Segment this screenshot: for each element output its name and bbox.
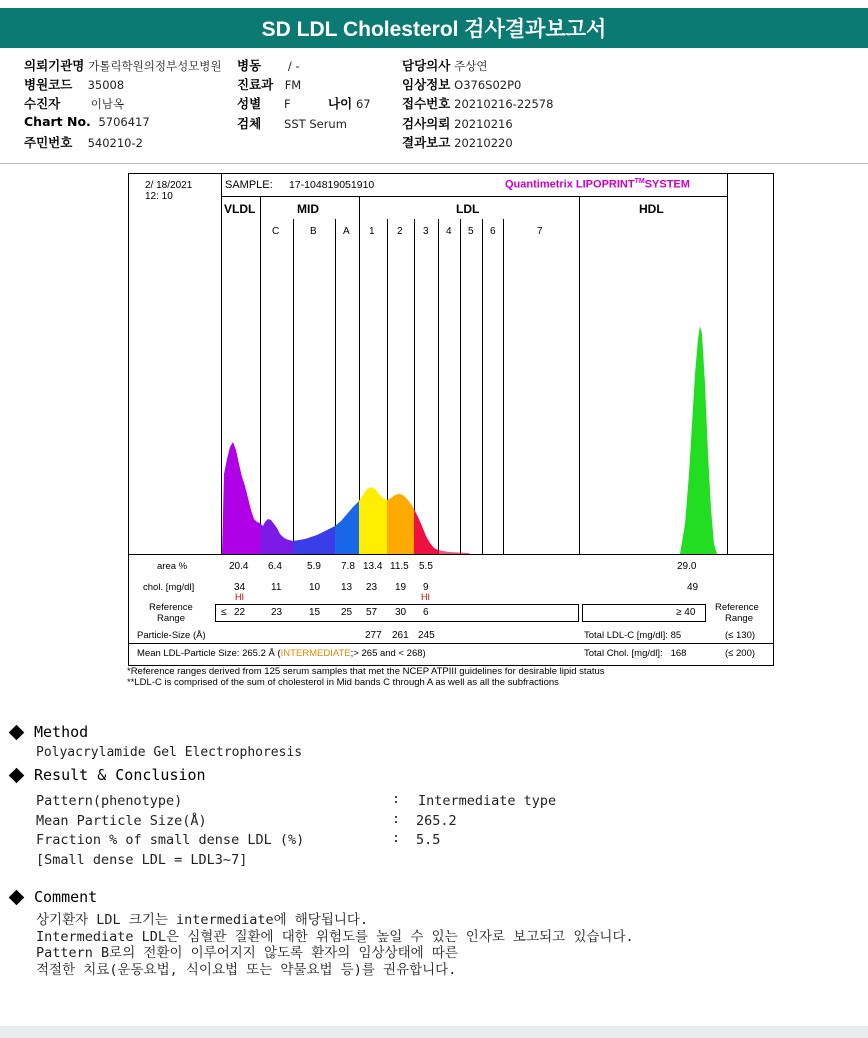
result-heading: Result & Conclusion	[11, 766, 206, 784]
ref-right-1: Reference	[715, 602, 759, 613]
mean-divider	[129, 643, 773, 644]
area-ldl3: 5.5	[419, 561, 433, 572]
ref-right-2: Range	[725, 613, 753, 624]
info-receipt-no: 접수번호 20210216-22578	[402, 96, 554, 111]
hi-flag-ldl3: HI	[421, 592, 430, 602]
info-department: 진료과 FM	[237, 77, 302, 92]
footnote-1: *Reference ranges derived from 125 serum samples that met the NCEP ATPIII guidelines for desirable lipid status	[127, 666, 605, 677]
chol-ldl3: 9	[423, 582, 429, 593]
ref-ldl2: 30	[395, 607, 407, 618]
ref-b: 15	[309, 607, 321, 618]
system-name: Quantimetrix LIPOPRINT™SYSTEM	[505, 178, 690, 191]
chol-vldl: 34	[234, 582, 246, 593]
result-fraction-colon: :	[392, 830, 401, 846]
area-b: 5.9	[307, 561, 321, 572]
result-size-value: 265.2	[416, 813, 457, 829]
result-fraction-label: Fraction % of small dense LDL (%)	[36, 832, 305, 848]
comment-line-4: 적절한 치료(운동요법, 식이요법 또는 약물요법 등)를 권유합니다.	[36, 962, 457, 978]
panel-time: 12: 10	[145, 191, 173, 202]
header-divider	[0, 163, 868, 164]
result-size-label: Mean Particle Size(Å)	[36, 813, 207, 829]
ref-hdl: ≥ 40	[676, 607, 696, 618]
chol-ldl1: 23	[366, 582, 378, 593]
area-vldl: 20.4	[229, 561, 249, 572]
ref-ldl3: 6	[423, 607, 429, 618]
psize-ldl3: 245	[418, 630, 435, 641]
info-specimen: 검체 SST Serum	[237, 116, 347, 131]
hi-flag-vldl: HI	[235, 592, 244, 602]
result-size-colon: :	[392, 811, 401, 827]
ref-label-2: Range	[157, 613, 185, 624]
band-label-6: 6	[490, 226, 496, 237]
band-label-c: C	[272, 226, 280, 237]
ref-ldl1: 57	[366, 607, 378, 618]
group-ldl: LDL	[456, 202, 480, 216]
sample-label: SAMPLE:	[225, 179, 273, 191]
psize-ldl1: 277	[365, 630, 382, 641]
band-label-5: 5	[468, 226, 474, 237]
chol-label: chol. [mg/dl]	[143, 582, 195, 593]
bullet-diamond-icon	[9, 768, 25, 784]
band-label-3: 3	[423, 226, 429, 237]
area-label: area %	[157, 561, 188, 572]
lipoprint-curve	[129, 174, 773, 555]
group-hdl: HDL	[639, 202, 664, 216]
psize-label: Particle-Size (Å)	[137, 630, 206, 641]
ref-label-1: Reference	[149, 602, 193, 613]
info-patient: 수진자 이남옥	[24, 96, 125, 111]
result-pattern-colon: :	[392, 791, 401, 807]
ldl3-peak	[414, 509, 438, 554]
mean-ldl-size: Mean LDL-Particle Size: 265.2 Å (INTERMEDIATE;> 265 and < 268)	[137, 648, 426, 659]
comment-heading: Comment	[11, 888, 97, 906]
band-label-a: A	[343, 226, 350, 237]
vldl-peak	[222, 442, 260, 554]
method-heading: Method	[11, 723, 88, 741]
info-institution: 의뢰기관명 가톨릭학원의정부성모병원	[24, 58, 222, 73]
info-chart-no: Chart No. 5706417	[24, 114, 150, 129]
ldl2-peak	[387, 494, 414, 554]
area-ldl2: 11.5	[390, 561, 409, 572]
result-pattern-label: Pattern(phenotype)	[36, 793, 183, 809]
lipoprint-panel	[128, 173, 774, 666]
table-divider	[129, 554, 773, 555]
mid-c-peak	[260, 519, 293, 554]
info-request-date: 검사의뢰 20210216	[402, 116, 513, 131]
comment-line-2: Intermediate LDL은 심혈관 질환에 대한 위험도를 높일 수 있는 인자로 보고되고 있습니다.	[36, 929, 634, 945]
ref-c: 23	[271, 607, 283, 618]
area-a: 7.8	[341, 561, 355, 572]
info-sex: 성별 F	[237, 96, 291, 111]
panel-date: 2/ 18/2021	[145, 180, 193, 191]
info-age: 나이 67	[328, 96, 371, 111]
band-label-2: 2	[397, 226, 403, 237]
info-ward: 병동 / -	[237, 58, 300, 73]
info-hospital-code: 병원코드 35008	[24, 77, 125, 92]
chol-c: 11	[271, 582, 282, 593]
info-doctor: 담당의사 주상연	[402, 58, 488, 73]
bottom-bar	[0, 1026, 868, 1038]
hdl-peak	[680, 326, 717, 554]
band-label-4: 4	[446, 226, 452, 237]
sample-id: 17-104819051910	[289, 179, 375, 191]
chol-ldl2: 19	[395, 582, 407, 593]
mid-b-peak	[293, 526, 335, 554]
area-hdl: 29.0	[677, 561, 697, 572]
total-chol-range: (≤ 200)	[725, 648, 756, 659]
ref-a: 25	[341, 607, 353, 618]
comment-line-3: Pattern B로의 전환이 이루어지지 않도록 환자의 임상상태에 따른	[36, 945, 458, 961]
bullet-diamond-icon	[9, 725, 25, 741]
bullet-diamond-icon	[9, 890, 25, 906]
band-label-1: 1	[369, 226, 375, 237]
chol-b: 10	[309, 582, 321, 593]
band-label-7: 7	[537, 226, 543, 237]
info-clinical: 임상정보 O376S02P0	[402, 77, 522, 92]
method-text: Polyacrylamide Gel Electrophoresis	[36, 745, 303, 760]
result-note: [Small dense LDL = LDL3~7]	[36, 852, 248, 868]
chol-hdl: 49	[687, 582, 699, 593]
info-report-date: 결과보고 20210220	[402, 135, 513, 150]
mid-a-peak	[335, 501, 359, 554]
band-label-b: B	[310, 226, 317, 237]
result-fraction-value: 5.5	[416, 832, 441, 848]
area-c: 6.4	[268, 561, 282, 572]
total-chol: Total Chol. [mg/dl]: 168	[584, 648, 687, 659]
footnote-2: **LDL-C is comprised of the sum of cholesterol in Mid bands C through A as well as all the subfractions	[127, 677, 559, 688]
comment-line-1: 상기환자 LDL 크기는 intermediate에 해당됩니다.	[36, 912, 369, 928]
group-mid: MID	[297, 202, 319, 216]
total-ldlc-range: (≤ 130)	[725, 630, 756, 641]
ref-vldl: 22	[234, 607, 246, 618]
group-vldl: VLDL	[224, 202, 256, 216]
chol-a: 13	[341, 582, 353, 593]
result-pattern-value: Intermediate type	[418, 793, 557, 809]
area-ldl1: 13.4	[363, 561, 383, 572]
ldl1-peak	[359, 487, 387, 554]
ref-le: ≤	[221, 607, 227, 618]
total-ldlc: Total LDL-C [mg/dl]: 85	[584, 630, 682, 641]
report-title: SD LDL Cholesterol 검사결과보고서	[0, 8, 868, 48]
info-resident-no: 주민번호 540210-2	[24, 135, 143, 150]
psize-ldl2: 261	[392, 630, 409, 641]
